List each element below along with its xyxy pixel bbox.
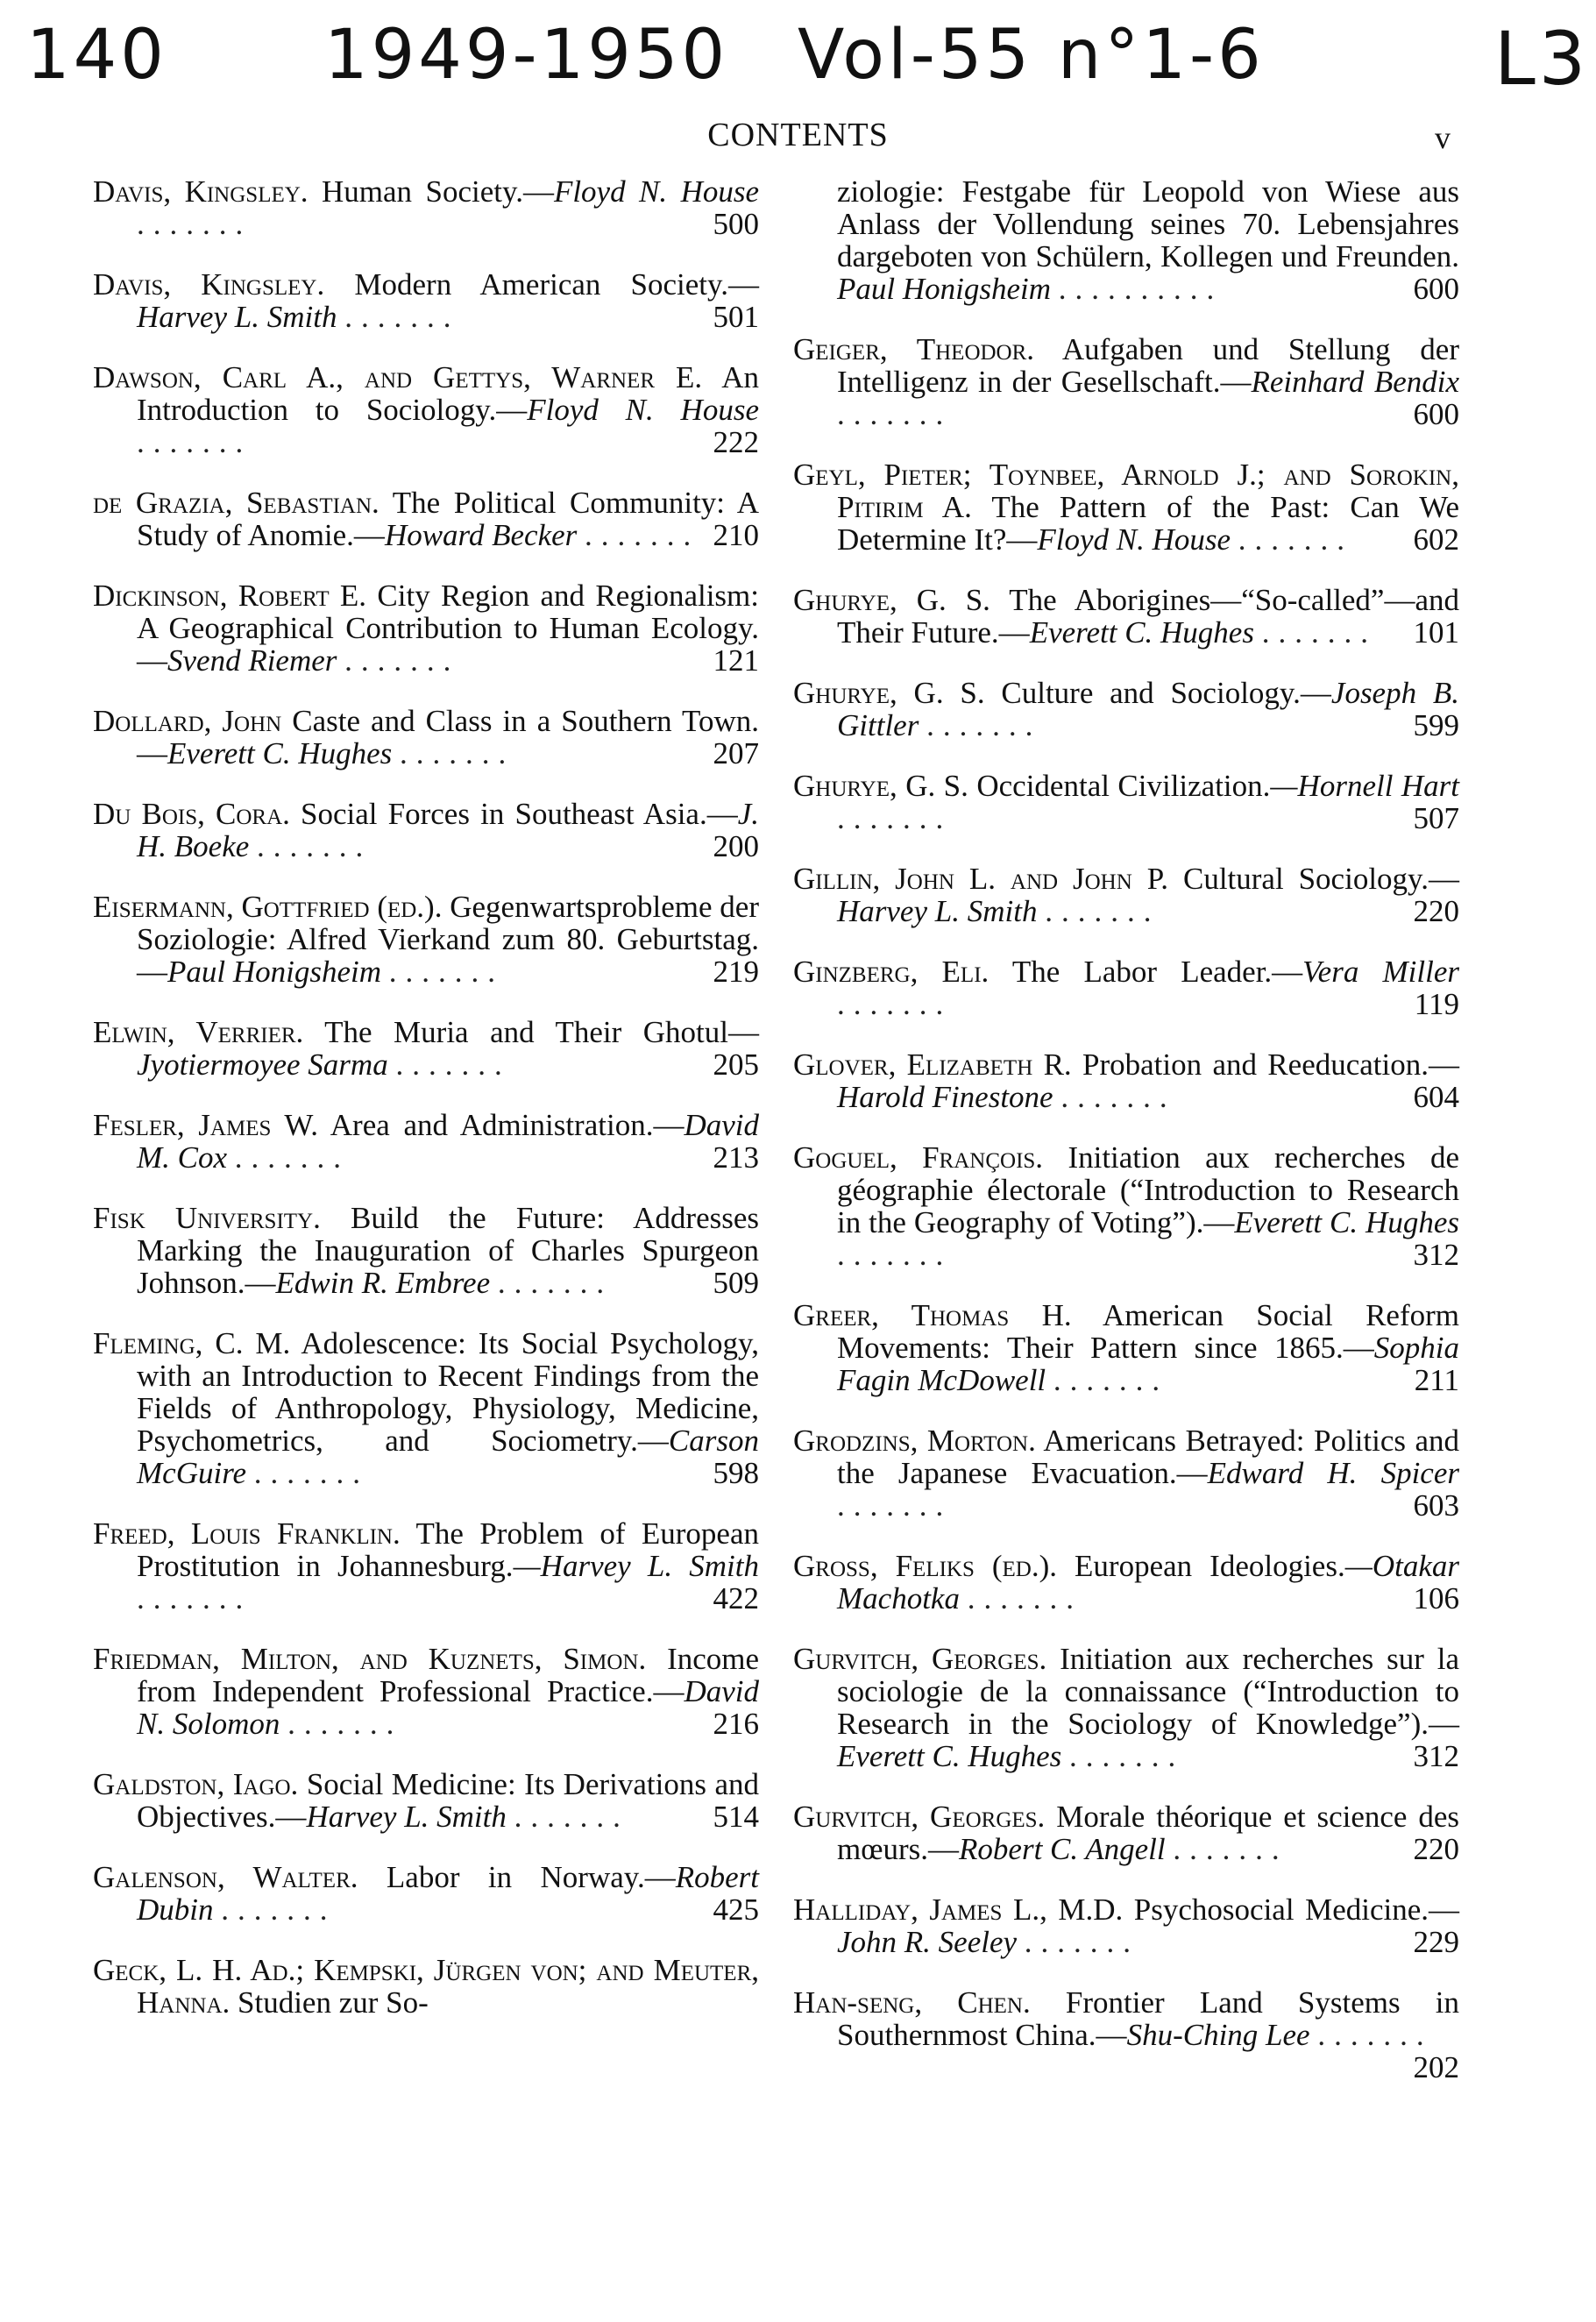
leader-dots: ....... [1053, 1363, 1169, 1397]
entry-author: Glover, Elizabeth R. [793, 1047, 1072, 1082]
entry-reviewer: Everett C. Hughes [837, 1739, 1062, 1773]
entry-title: City Region and Regionalism: A Geographical Contribution to Human Ecology.— [137, 579, 760, 678]
entry-title: Income from Independent Professional Practice.— [137, 1642, 760, 1708]
entry-reviewer: J. H. Boeke [137, 797, 759, 863]
entry-author: Goguel, François. [793, 1140, 1044, 1175]
entry-page: 121 [713, 643, 759, 678]
entry-author: Gross, Feliks (ed.). [793, 1549, 1058, 1583]
toc-entry [93, 705, 759, 770]
entry-reviewer: Floyd N. House [553, 174, 760, 209]
entry-reviewer: Floyd N. House [1037, 522, 1231, 557]
leader-dots: ....... [388, 955, 505, 989]
leader-dots: ....... [395, 1047, 511, 1082]
entry-title: The Pattern of the Past: Can We Determine It?— [837, 490, 1459, 557]
entry-reviewer: Edwin R. Embree [275, 1266, 491, 1300]
entry-title: Social Forces in Southeast Asia.— [301, 797, 738, 831]
entry-author: Gurvitch, Georges. [793, 1642, 1047, 1676]
entry-reviewer: Edward H. Spicer [1207, 1456, 1459, 1490]
entry-title: An Introduction to Sociology.— [137, 360, 759, 427]
entry-title: Labor in Norway.— [386, 1860, 676, 1894]
leader-dots: ....... [1069, 1739, 1185, 1773]
leader-dots: ....... [400, 736, 515, 770]
left-column [93, 175, 759, 2047]
leader-dots: ....... [1238, 522, 1354, 557]
entry-reviewer: Paul Honigsheim [167, 955, 382, 989]
toc-entry [793, 1986, 1459, 2084]
entry-page: 604 [1413, 1080, 1459, 1114]
entry-author: Freed, Louis Franklin. [93, 1516, 401, 1551]
leader-dots: ....... [257, 829, 372, 863]
leader-dots: ....... [585, 518, 700, 552]
toc-entry [793, 333, 1459, 430]
entry-title: Social Medicine: Its Derivations and Objectives.— [137, 1767, 759, 1834]
entry-reviewer: Howard Becker [384, 518, 578, 552]
entry-page: 205 [713, 1047, 759, 1082]
toc-entry [793, 1550, 1459, 1615]
entry-reviewer: Harold Finestone [837, 1080, 1053, 1114]
leader-dots: ....... [1317, 2018, 1433, 2052]
entry-author: Geck, L. H. Ad.; Kempski, Jürgen von; and Meuter, Hanna. [93, 1953, 759, 2020]
leader-dots: ....... [137, 207, 252, 241]
entry-page: 600 [1413, 272, 1459, 306]
page-title: CONTENTS [707, 117, 889, 153]
entry-title: The Political Community: A Study of Anomie.— [137, 486, 759, 552]
entry-page: 211 [1414, 1363, 1459, 1397]
leader-dots: ....... [837, 397, 953, 431]
toc-entry [93, 268, 759, 333]
entry-author: Gurvitch, Georges. [793, 1800, 1046, 1834]
entry-page: 501 [713, 300, 759, 334]
entry-title: Build the Future: Addresses Marking the Inauguration of Charles Spurgeon Johnson.— [137, 1201, 759, 1300]
entry-page: 207 [713, 736, 759, 770]
toc-entry [793, 458, 1459, 556]
toc-entry [93, 798, 759, 863]
leader-dots: ....... [344, 300, 460, 334]
entry-reviewer: —Harvey L. Smith [513, 1549, 760, 1583]
entry-author: Davis, Kingsley. [93, 267, 325, 302]
entry-author: Ginzberg, Eli. [793, 955, 990, 989]
toc-entry [93, 486, 759, 551]
leader-dots: ....... [837, 801, 953, 835]
handwritten-annotation-volume: Vol-55 n°1-6 [798, 16, 1265, 95]
entry-author: Fesler, James W. [93, 1108, 319, 1142]
toc-entry [93, 175, 759, 240]
entry-page: 213 [713, 1140, 759, 1175]
entry-page: 202 [1413, 2050, 1459, 2084]
entry-page: 119 [1414, 987, 1459, 1021]
entry-title: Area and Administration.— [330, 1108, 685, 1142]
entry-reviewer: Everett C. Hughes [1029, 615, 1254, 650]
entry-author: Ghurye, G. S. [793, 676, 985, 710]
entry-reviewer: David N. Solomon [137, 1674, 759, 1741]
entry-page: 101 [1413, 615, 1459, 650]
leader-dots: ....... [221, 1892, 337, 1927]
entry-reviewer: Svend Riemer [167, 643, 337, 678]
entry-author: Fleming, C. M. [93, 1326, 291, 1360]
entry-author: Dollard, John [93, 704, 282, 738]
entry-title: Frontier Land Systems in Southernmost China.— [837, 1985, 1459, 2052]
entry-author: Eisermann, Gottfried (ed.). [93, 890, 443, 924]
leader-dots: ....... [1024, 1925, 1140, 1959]
entry-author: Dawson, Carl A., and Gettys, Warner E. [93, 360, 703, 394]
entry-page: 500 [713, 207, 759, 241]
entry-reviewer: Reinhard Bendix [1251, 365, 1459, 399]
entry-page: 312 [1413, 1739, 1459, 1773]
toc-entry [793, 1048, 1459, 1113]
entry-reviewer: Floyd N. House [527, 393, 759, 427]
entry-reviewer: Robert Dubin [137, 1860, 759, 1927]
toc-entry [793, 1141, 1459, 1271]
entry-author: Dickinson, Robert E. [93, 579, 367, 613]
leader-dots: ....... [1173, 1832, 1288, 1866]
leader-dots: ....... [967, 1581, 1082, 1615]
leader-dots: ....... [344, 643, 460, 678]
entry-title: Cultural Sociology.— [1182, 862, 1460, 896]
toc-entry [93, 1768, 759, 1833]
toc-entry [793, 1893, 1459, 1958]
toc-entry [93, 1643, 759, 1740]
entry-reviewer: David M. Cox [137, 1108, 759, 1175]
leader-dots: ....... [837, 1238, 953, 1272]
leader-dots: ....... [234, 1140, 351, 1175]
entry-reviewer: —Otakar Machotka [837, 1549, 1459, 1615]
leader-dots: .......... [1058, 272, 1224, 306]
entry-page: 600 [1413, 397, 1459, 431]
entry-reviewer: Sophia Fagin McDowell [837, 1331, 1459, 1397]
entry-reviewer: John R. Seeley [837, 1925, 1018, 1959]
entry-author: Gillin, John L. and John P. [793, 862, 1169, 896]
entry-title: Gegenwartsprobleme der Soziologie: Alfred Vierkand zum 80. Geburtstag.— [137, 890, 759, 989]
toc-entry [93, 1954, 759, 2019]
entry-author: de Grazia, Sebastian. [93, 486, 379, 520]
toc-entry [793, 1299, 1459, 1396]
leader-dots: ....... [1060, 1080, 1176, 1114]
entry-title: Studien zur So- [238, 1985, 429, 2020]
toc-entry [93, 1016, 759, 1081]
handwritten-annotation-code: L3 [1494, 16, 1590, 102]
entry-reviewer: —Hornell Hart [1270, 769, 1459, 803]
toc-entry [793, 677, 1459, 742]
entry-reviewer: Paul Honigsheim [837, 272, 1052, 306]
entry-page: 422 [713, 1581, 759, 1615]
entry-title: Probation and Reeducation.— [1082, 1047, 1459, 1082]
leader-dots: ....... [837, 987, 953, 1021]
entry-title: European Ideologies. [1075, 1549, 1345, 1583]
entry-reviewer: Everett C. Hughes [1234, 1205, 1459, 1239]
entry-title: The Problem of European Prostitution in Johannesburg. [137, 1516, 759, 1583]
entry-title: Human Society.— [322, 174, 554, 209]
entry-page: 602 [1413, 522, 1459, 557]
entry-title: The Labor Leader.— [1011, 955, 1303, 989]
leader-dots: ....... [514, 1800, 629, 1834]
toc-entry [793, 584, 1459, 649]
leader-dots: ....... [926, 708, 1042, 742]
continued-entry [793, 175, 1459, 305]
entry-title: Culture and Sociology.— [1001, 676, 1331, 710]
entry-reviewer: Robert C. Angell [959, 1832, 1166, 1866]
entry-author: Geiger, Theodor. [793, 332, 1035, 366]
entry-page: 219 [713, 955, 759, 989]
entry-page: 220 [1413, 894, 1459, 928]
entry-page: 312 [1413, 1238, 1459, 1272]
entry-author: Galdston, Iago. [93, 1767, 299, 1801]
toc-entry [793, 1424, 1459, 1522]
entry-reviewer: Joseph B. Gittler [837, 676, 1460, 742]
entry-title: American Social Reform Movements: Their Pattern since 1865.— [837, 1298, 1459, 1365]
entry-page: 222 [713, 425, 759, 459]
leader-dots: ....... [253, 1456, 370, 1490]
entry-page: 509 [713, 1266, 759, 1300]
entry-reviewer: Harvey L. Smith [837, 894, 1038, 928]
entry-author: Du Bois, Cora. [93, 797, 290, 831]
entry-reviewer: Carson McGuire [137, 1424, 759, 1490]
entry-page: 507 [1413, 801, 1459, 835]
entry-author: Grodzins, Morton. [793, 1424, 1036, 1458]
leader-dots: ....... [137, 1581, 252, 1615]
entry-title: Occidental Civilization. [976, 769, 1271, 803]
entry-page: 425 [713, 1892, 759, 1927]
toc-entry [93, 891, 759, 988]
toc-entry [793, 770, 1459, 834]
entry-title: Adolescence: Its Social Psychology, with an Introduction to Recent Findings from the Fields of Anthropology, Physiology, Medicine, Psychometrics, and Sociometry.— [137, 1326, 760, 1458]
entry-author: Geyl, Pieter; Toynbee, Arnold J.; and Sorokin, Pitirim A. [793, 458, 1459, 524]
entry-page: 220 [1413, 1832, 1459, 1866]
entry-title: Morale théorique et science des mœurs.— [837, 1800, 1460, 1866]
toc-entry [793, 1800, 1459, 1865]
entry-title: The Aborigines—“So-called”—and Their Future.— [837, 583, 1460, 650]
entry-title: ziologie: Festgabe für Leopold von Wiese aus Anlass der Vollendung seines 70. Lebensjahres dargeboten von Schülern, Kollegen und Freunden. [837, 174, 1459, 273]
leader-dots: ....... [137, 425, 252, 459]
entry-author: Galenson, Walter. [93, 1860, 358, 1894]
toc-entry [93, 1327, 759, 1489]
entry-reviewer: Shu-Ching Lee [1126, 2018, 1310, 2052]
entry-reviewer: Harvey L. Smith [137, 300, 337, 334]
entry-title: The Muria and Their Ghotul— [324, 1015, 759, 1049]
entry-title: Modern American Society.— [354, 267, 759, 302]
entry-title: Initiation aux recherches sur la sociologie de la connaissance (“Introduction to Research in the Sociology of Knowledge”).— [837, 1642, 1460, 1741]
toc-entry [93, 361, 759, 458]
toc-entry [793, 1643, 1459, 1772]
toc-entry [93, 1517, 759, 1615]
entry-author: Halliday, James L., M.D. [793, 1892, 1124, 1927]
entry-page: 216 [713, 1707, 759, 1741]
entry-page: 514 [713, 1800, 759, 1834]
toc-entry [93, 1861, 759, 1926]
entry-page: 229 [1413, 1925, 1459, 1959]
entry-author: Greer, Thomas H. [793, 1298, 1072, 1332]
entry-author: Davis, Kingsley. [93, 174, 309, 209]
toc-entry [793, 955, 1459, 1020]
page-numeral: v [1435, 120, 1451, 155]
toc-entry [793, 863, 1459, 927]
entry-page: 200 [713, 829, 759, 863]
leader-dots: ....... [287, 1707, 403, 1741]
entry-title: Caste and Class in a Southern Town.— [137, 704, 759, 770]
leader-dots: ....... [1045, 894, 1160, 928]
entry-page: 599 [1413, 708, 1459, 742]
entry-author: Fisk University. [93, 1201, 321, 1235]
toc-entry [93, 579, 759, 677]
entry-reviewer: Jyotiermoyee Sarma [137, 1047, 388, 1082]
entry-author: Ghurye, G. S. [793, 769, 968, 803]
entry-author: Friedman, Milton, and Kuznets, Simon. [93, 1642, 647, 1676]
entry-title: Initiation aux recherches de géographie électorale (“Introduction to Research in the Geography of Voting”).— [837, 1140, 1460, 1239]
entry-author: Ghurye, G. S. [793, 583, 990, 617]
entry-page: 603 [1413, 1488, 1459, 1523]
entry-page: 210 [713, 518, 759, 552]
entry-title: Psychosocial Medicine.— [1133, 1892, 1460, 1927]
entry-title: Aufgaben und Stellung der Intelligenz in der Gesellschaft.— [837, 332, 1459, 399]
entry-title: Americans Betrayed: Politics and the Japanese Evacuation.— [837, 1424, 1460, 1490]
entry-page: 106 [1413, 1581, 1459, 1615]
leader-dots: ....... [497, 1266, 614, 1300]
handwritten-annotation-number: 140 [26, 16, 167, 95]
toc-entry [93, 1109, 759, 1174]
leader-dots: ....... [1261, 615, 1377, 650]
handwritten-annotation-years: 1949-1950 [324, 16, 729, 95]
toc-entry [93, 1202, 759, 1299]
entry-author: Han-seng, Chen. [793, 1985, 1031, 2020]
entry-reviewer: Harvey L. Smith [306, 1800, 507, 1834]
entry-page: 598 [713, 1456, 759, 1490]
leader-dots: ....... [837, 1488, 953, 1523]
entry-reviewer: Everett C. Hughes [167, 736, 393, 770]
entry-author: Elwin, Verrier. [93, 1015, 304, 1049]
right-column [793, 175, 1459, 2112]
entry-reviewer: Vera Miller [1302, 955, 1460, 989]
